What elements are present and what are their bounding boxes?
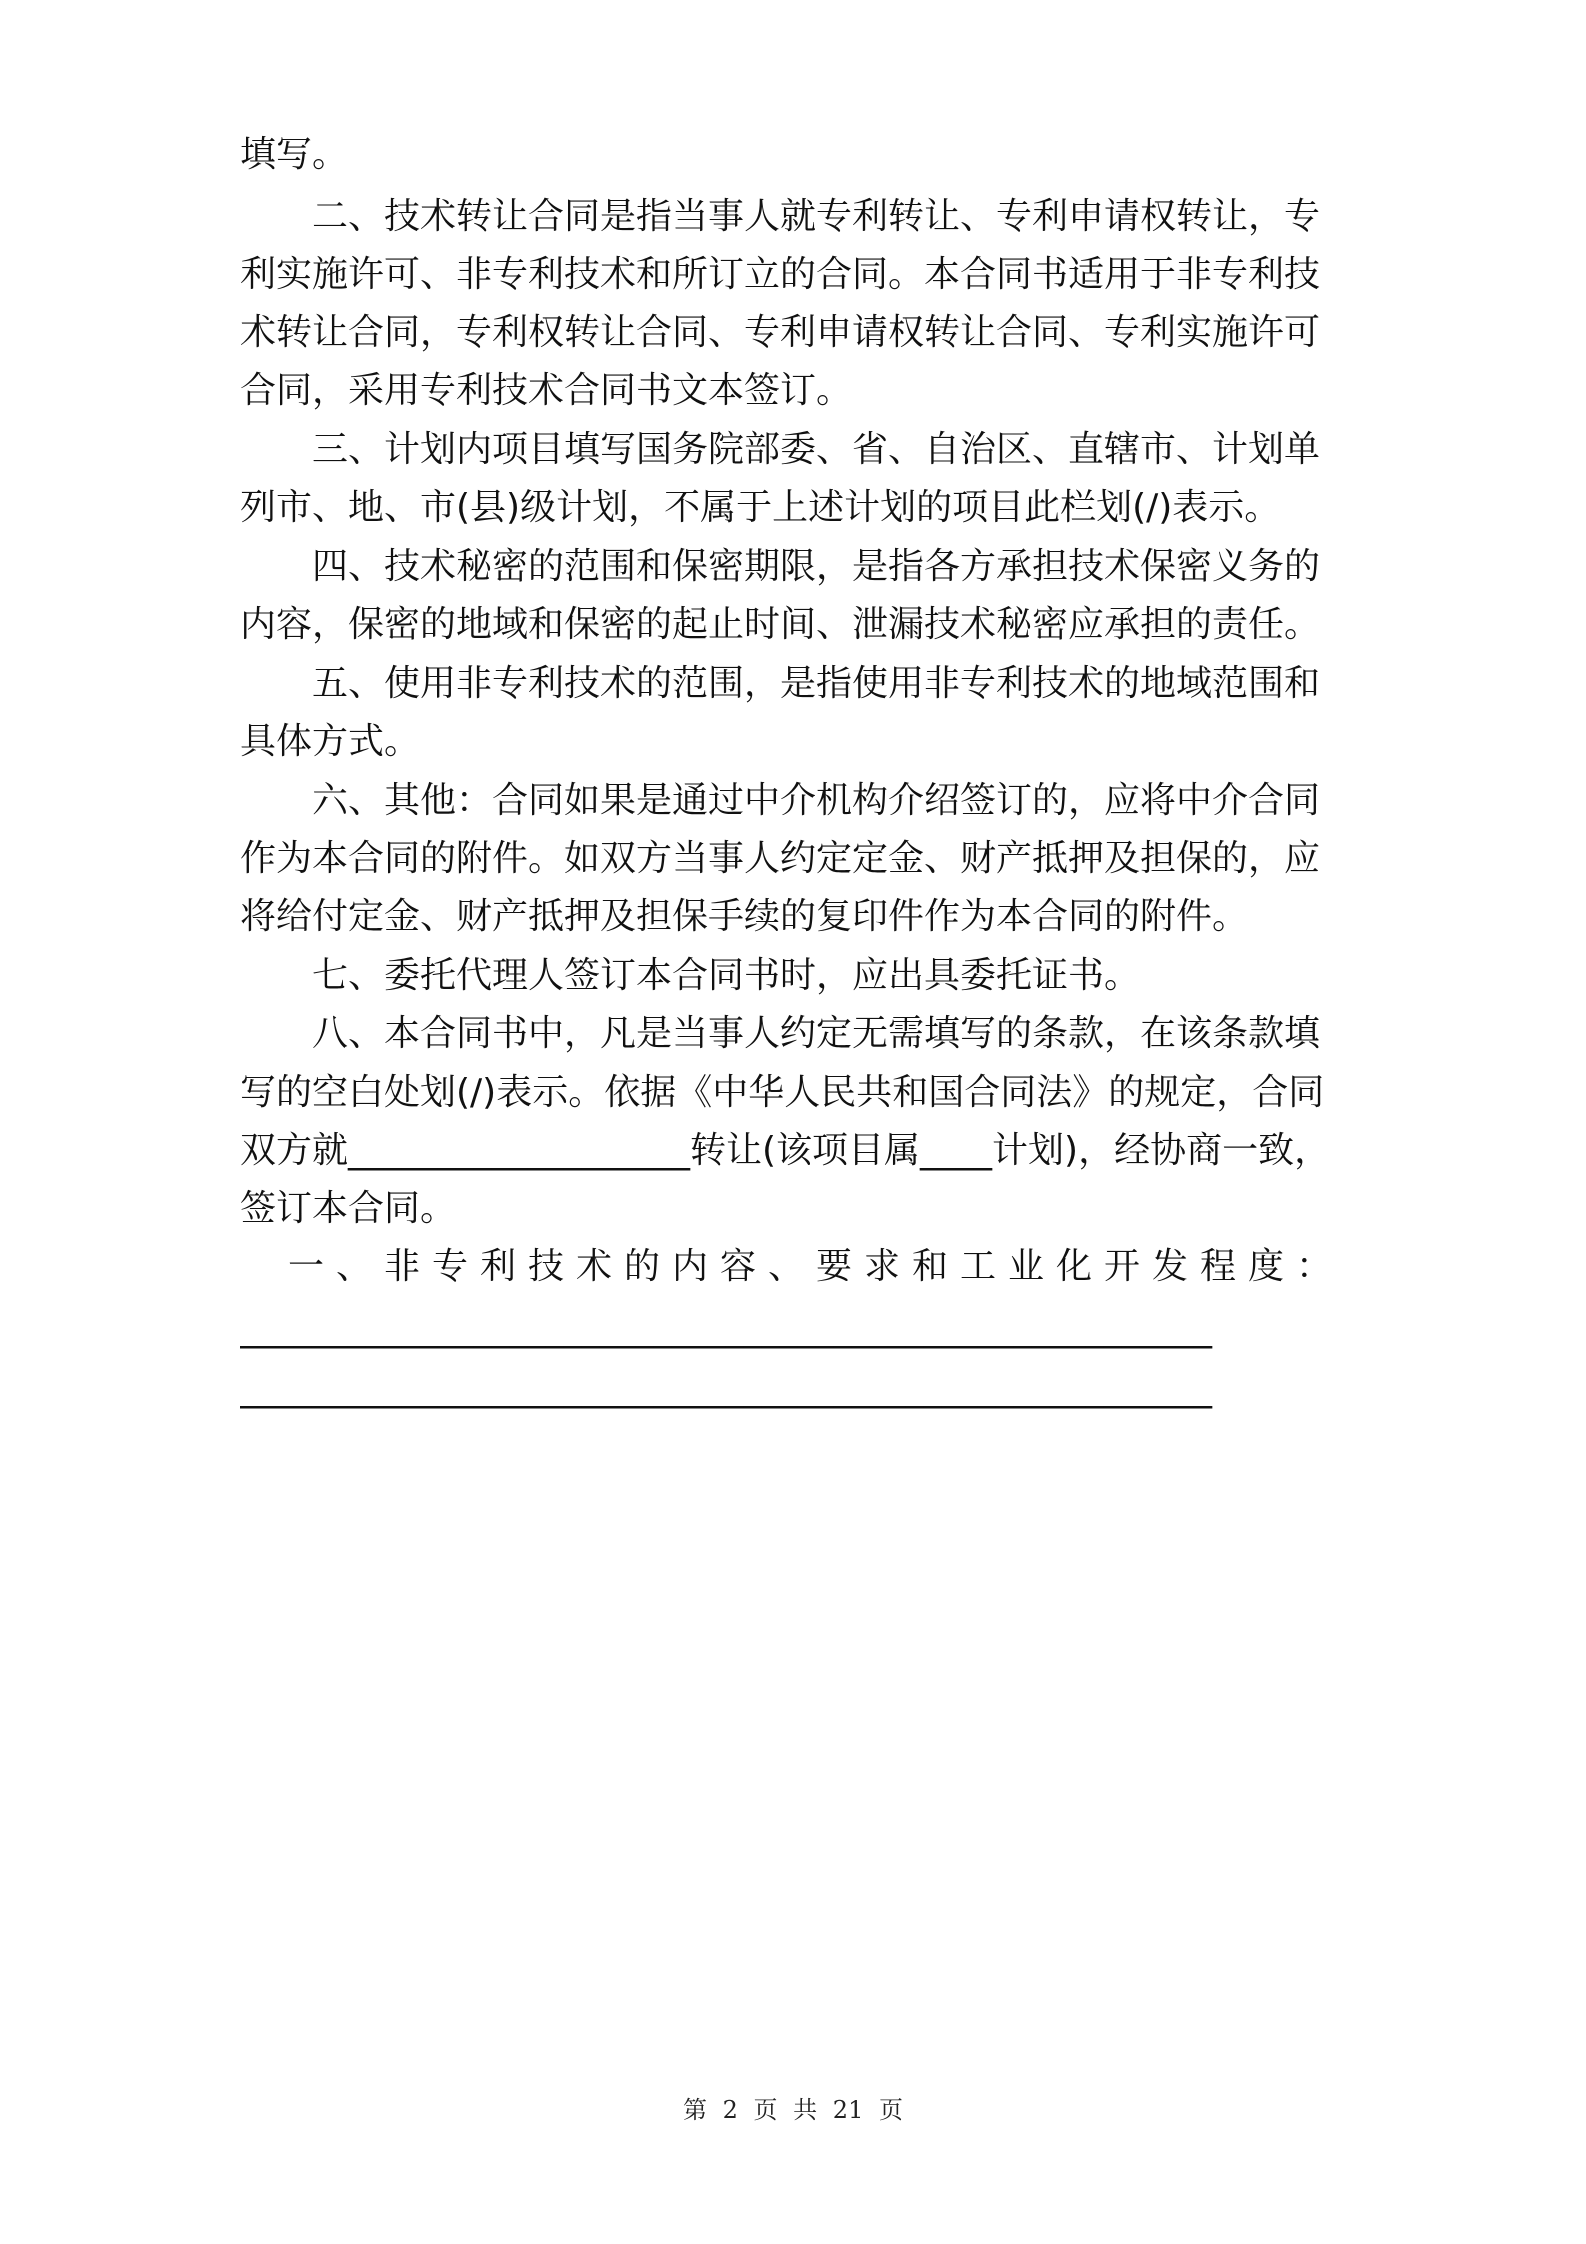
- text-line: 四、技术秘密的范围和保密期限，是指各方承担技术保密义务的: [240, 546, 1321, 587]
- text-line: 术转让合同，专利权转让合同、专利申请权转让合同、专利实施许可: [240, 312, 1321, 353]
- text-line: 八、本合同书中，凡是当事人约定无需填写的条款，在该条款填: [240, 1013, 1321, 1054]
- section-heading: 一、非专利技术的内容、要求和工业化开发程度：: [240, 1246, 1345, 1287]
- page-number-footer: 第 2 页 共 21 页: [683, 2096, 903, 2124]
- text-line: 填写。: [240, 134, 349, 175]
- text-line: 七、委托代理人签订本合同书时，应出具委托证书。: [240, 955, 1141, 996]
- text-line: 三、计划内项目填写国务院部委、省、自治区、直辖市、计划单: [240, 429, 1321, 470]
- text-line: 内容，保密的地域和保密的起止时间、泄漏技术秘密应承担的责任。: [240, 604, 1321, 645]
- text-line: 双方就___________________转让(该项目属____计划)，经协商一致，: [240, 1130, 1331, 1171]
- text-line: 列市、地、市(县)级计划，不属于上述计划的项目此栏划(/)表示。: [240, 487, 1281, 528]
- text-line: 写的空白处划(/)表示。依据《中华人民共和国合同法》的规定，合同: [240, 1072, 1325, 1113]
- text-line: 将给付定金、财产抵押及担保手续的复印件作为本合同的附件。: [240, 896, 1249, 937]
- text-line: 六、其他：合同如果是通过中介机构介绍签订的，应将中介合同: [240, 780, 1321, 821]
- text-line: 合同，采用专利技术合同书文本签订。: [240, 370, 853, 411]
- text-line: 签订本合同。: [240, 1188, 457, 1229]
- text-line: 五、使用非专利技术的范围，是指使用非专利技术的地域范围和: [240, 663, 1321, 704]
- text-line: 利实施许可、非专利技术和所订立的合同。本合同书适用于非专利技: [240, 254, 1321, 295]
- text-line: 作为本合同的附件。如双方当事人约定定金、财产抵押及担保的，应: [240, 838, 1321, 879]
- blank-fill-line: ______________________________________________________: [240, 1368, 1212, 1409]
- text-line: 二、技术转让合同是指当事人就专利转让、专利申请权转让，专: [240, 196, 1321, 237]
- blank-fill-line: ______________________________________________________: [240, 1308, 1212, 1349]
- text-line: 具体方式。: [240, 721, 421, 762]
